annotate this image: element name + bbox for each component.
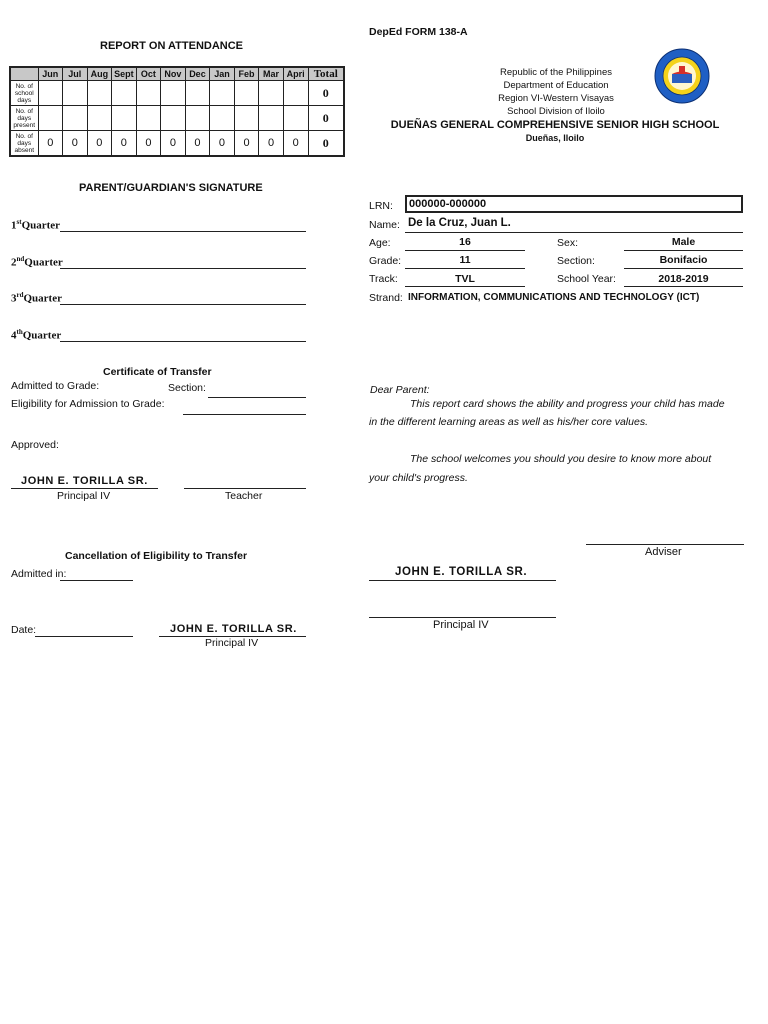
attendance-total: 0 [308,131,344,157]
track-label: Track: [369,273,398,285]
quarter-word: Quarter [24,256,63,269]
quarter-suffix: th [16,328,23,336]
quarter-suffix: rd [16,291,24,299]
attendance-header-row [10,67,344,81]
school-year-line [624,286,743,287]
principal-signature-line [11,488,158,489]
strand-value: INFORMATION, COMMUNICATIONS AND TECHNOLOGY (ICT) [408,292,700,303]
month-header: Dec [185,67,210,81]
date-label: Date: [11,624,37,636]
signature-title: PARENT/GUARDIAN'S SIGNATURE [79,182,263,194]
quarter-word: Quarter [23,292,62,305]
lrn-field[interactable] [405,195,743,213]
attendance-cell [87,106,112,131]
eligibility-line[interactable] [183,414,306,415]
table-row [10,106,344,131]
table-row [10,81,344,106]
quarter-suffix: st [16,218,22,226]
school-header [470,66,642,118]
section-line[interactable] [208,397,306,398]
attendance-cell [161,81,186,106]
transfer-title: Certificate of Transfer [103,366,212,378]
quarter-word: Quarter [21,219,61,232]
attendance-cell: 0 [87,131,112,157]
name-line [405,232,743,233]
quarter-signature-line[interactable] [60,268,306,269]
attendance-cell: 0 [38,131,63,157]
section-line [624,268,743,269]
month-header: Aug [87,67,112,81]
attendance-cell [234,106,259,131]
attendance-corner [10,67,38,81]
row-label: No. of school days [10,81,38,106]
quarter-signature-line[interactable] [60,341,306,342]
attendance-cell [112,106,137,131]
school-year-label: School Year: [557,273,616,285]
grade-label: Grade: [369,255,402,267]
attendance-cell: 0 [234,131,259,157]
attendance-cell [112,81,137,106]
republic-text: Republic of the Philippines [500,67,612,78]
adviser-title: Adviser [645,546,682,558]
total-header: Total [308,67,344,81]
month-header: Apri [283,67,308,81]
attendance-cell [38,106,63,131]
attendance-cell [234,81,259,106]
quarter-number: 2 [11,256,17,269]
admitted-in-label: Admitted in: [11,568,67,580]
attendance-cell [210,106,235,131]
section-label: Section: [557,255,595,267]
month-header: Oct [136,67,161,81]
age-line [405,250,525,251]
attendance-cell: 0 [283,131,308,157]
principal-name: JOHN E. TORILLA SR. [21,475,148,487]
attendance-cell [185,81,210,106]
grade-value: 11 [459,254,471,266]
attendance-cell: 0 [259,131,284,157]
attendance-total: 0 [308,81,344,106]
principal-signature-line [369,580,556,581]
track-line [405,286,525,287]
attendance-cell [136,81,161,106]
month-header: Jan [210,67,235,81]
attendance-cell [259,106,284,131]
principal-name: JOHN E. TORILLA SR. [170,623,297,635]
attendance-cell [283,81,308,106]
teacher-title: Teacher [225,490,263,502]
quarter-number: 3 [11,292,17,305]
attendance-cell: 0 [136,131,161,157]
attendance-cell [259,81,284,106]
school-name: DUEÑAS GENERAL COMPREHENSIVE SENIOR HIGH SCHOOL [390,119,720,131]
quarter-signature-line[interactable] [60,231,306,232]
letter-line: your child's progress. [369,472,468,484]
sex-value: Male [671,236,696,248]
attendance-cell [63,106,88,131]
grade-line [405,268,525,269]
attendance-cell: 0 [161,131,186,157]
letter-greeting: Dear Parent: [370,384,430,396]
month-header: Jul [63,67,88,81]
quarter-number: 1 [11,219,17,232]
lrn-value: 000000-000000 [409,198,487,210]
month-header: Feb [234,67,259,81]
quarter-signature-line[interactable] [60,304,306,305]
principal-signature-line-2[interactable] [369,617,556,618]
month-header: Sept [112,67,137,81]
department-text: Department of Education [503,80,609,91]
adviser-signature-line[interactable] [586,544,744,545]
attendance-cell [63,81,88,106]
principal-title: Principal IV [433,619,489,631]
age-value: 16 [459,236,471,248]
sex-line [624,250,743,251]
section-value: Bonifacio [659,254,708,266]
lrn-label: LRN: [369,200,393,212]
name-value: De la Cruz, Juan L. [408,217,511,229]
attendance-total: 0 [308,106,344,131]
month-header: Nov [161,67,186,81]
attendance-cell [136,106,161,131]
section-label: Section: [168,382,206,394]
approved-label: Approved: [11,439,59,451]
letter-line: in the different learning areas as well as his/her core values. [369,416,648,428]
track-value: TVL [455,273,475,285]
attendance-cell [161,106,186,131]
school-year-value: 2018-2019 [658,273,709,285]
school-location: Dueñas, Iloilo [525,133,585,143]
principal-title: Principal IV [205,637,259,649]
table-row [10,131,344,157]
letter-line: This report card shows the ability and progress your child has made [410,398,725,410]
school-seal-icon [654,48,710,104]
attendance-table [9,66,345,157]
row-label: No. of days present [10,106,38,131]
row-label: No. of days absent [10,131,38,157]
principal-title: Principal IV [57,490,111,502]
admitted-grade-label: Admitted to Grade: [11,380,100,392]
attendance-cell: 0 [185,131,210,157]
principal-name: JOHN E. TORILLA SR. [395,566,528,578]
strand-label: Strand: [369,292,403,304]
attendance-cell [283,106,308,131]
quarter-label [11,291,62,305]
teacher-signature-line[interactable] [184,488,306,489]
month-header: Mar [259,67,284,81]
quarter-label [11,255,63,269]
quarter-number: 4 [11,329,17,342]
eligibility-label: Eligibility for Admission to Grade: [11,398,165,410]
attendance-cell: 0 [210,131,235,157]
age-label: Age: [369,237,391,249]
sex-label: Sex: [557,237,579,249]
attendance-cell: 0 [63,131,88,157]
attendance-cell: 0 [112,131,137,157]
cancellation-title: Cancellation of Eligibility to Transfer [65,550,248,562]
attendance-cell [38,81,63,106]
region-text: Region VI-Western Visayas [498,93,614,104]
quarter-word: Quarter [22,329,62,342]
quarter-suffix: nd [16,255,25,263]
quarter-label [11,218,60,232]
admitted-in-line[interactable] [60,580,133,581]
form-label: DepEd FORM 138-A [369,26,468,38]
attendance-cell [87,81,112,106]
name-label: Name: [369,219,400,231]
letter-line: The school welcomes you should you desire to know more about [410,453,712,465]
division-text: School Division of Iloilo [507,106,605,117]
attendance-cell [210,81,235,106]
quarter-label [11,328,61,342]
date-line[interactable] [35,636,133,637]
month-header: Jun [38,67,63,81]
attendance-title: REPORT ON ATTENDANCE [100,40,243,52]
attendance-cell [185,106,210,131]
